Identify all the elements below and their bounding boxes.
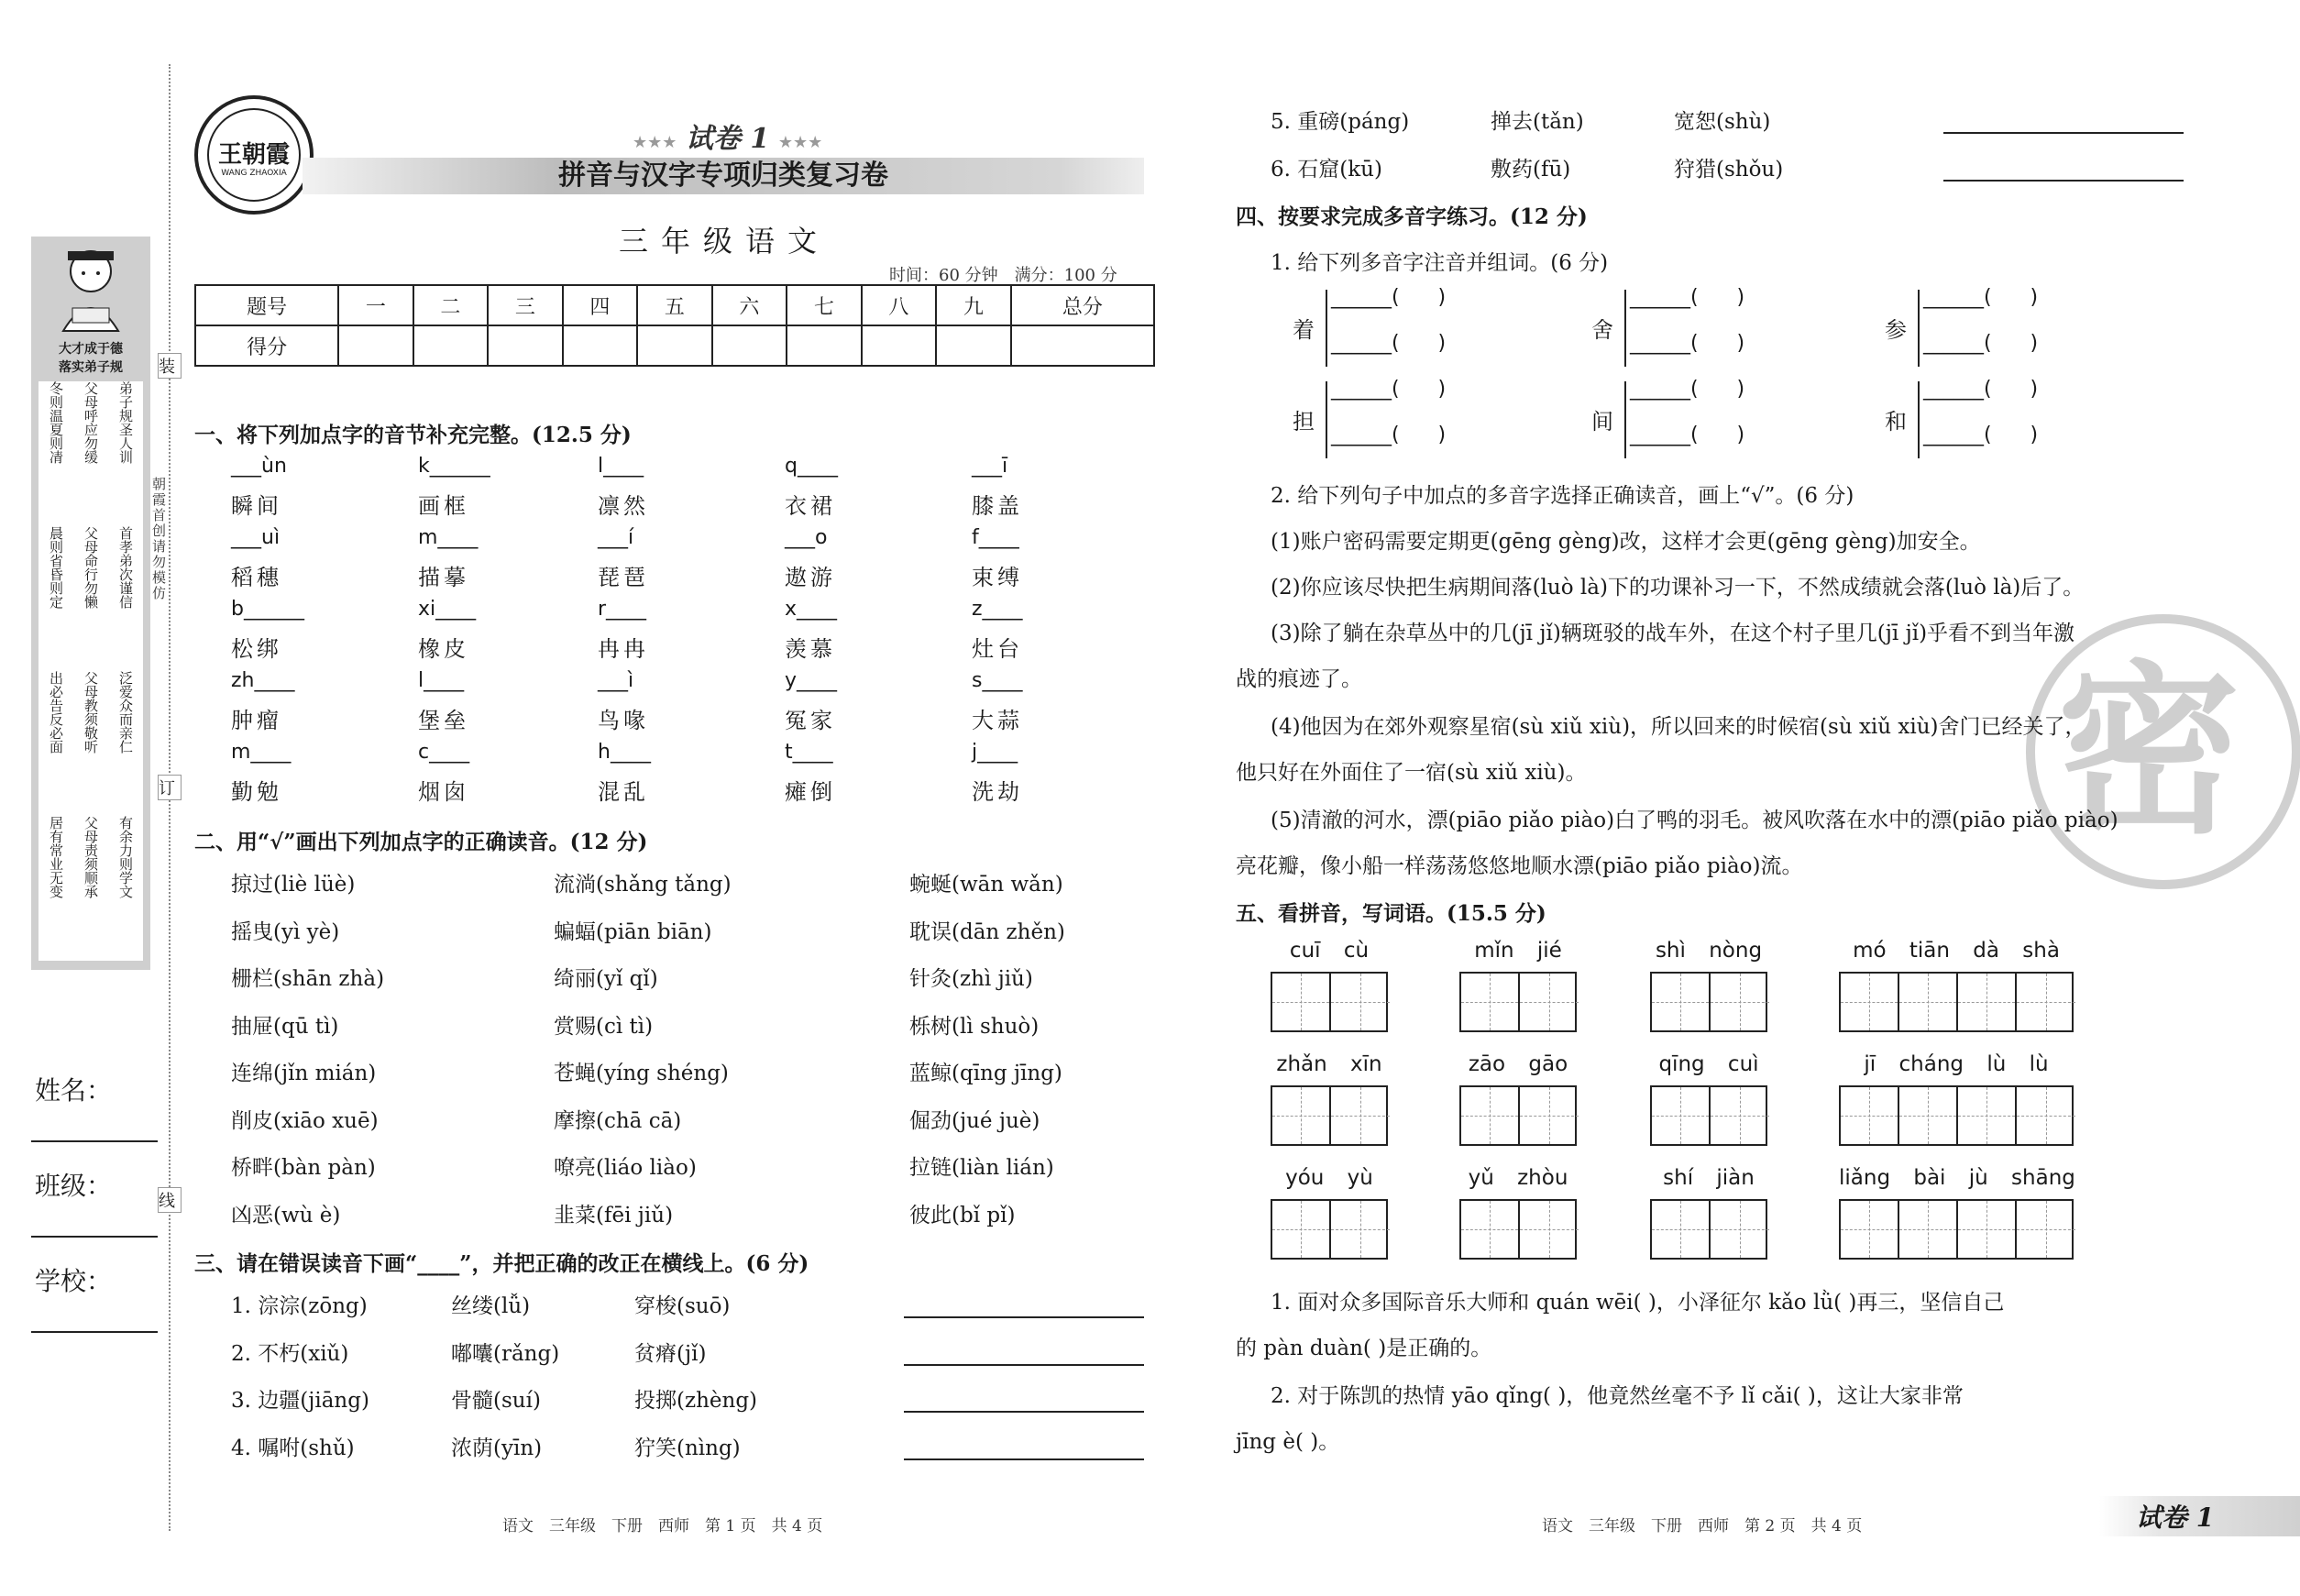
score-cell[interactable] <box>637 325 712 366</box>
syllable-blank[interactable]: h____ <box>598 741 651 764</box>
scholar-icon <box>50 244 132 336</box>
score-label: 得分 <box>195 325 338 366</box>
word: 橡皮 <box>418 636 469 662</box>
section-4-q1: 1. 给下列多音字注音并组词。(6 分) <box>1271 251 1609 275</box>
syllable-blank[interactable]: l____ <box>418 669 465 692</box>
sentence-4b: 他只好在外面住了一宿(sù xiǔ xiù)。 <box>1236 761 1587 785</box>
school-label: 学校： <box>35 1266 113 1296</box>
footer-right: 语文 三年级 下册 西师 第 2 页 共 4 页 <box>1542 1517 1863 1535</box>
word: 羡慕 <box>785 636 836 662</box>
pinyin-label: shí jiàn <box>1663 1166 1755 1190</box>
guide-v <box>1928 974 1929 1030</box>
school-field[interactable] <box>31 1331 158 1333</box>
writing-grid[interactable] <box>1271 1085 1388 1146</box>
grid-cell[interactable] <box>1520 1201 1579 1258</box>
score-head: 九 <box>936 285 1011 325</box>
grid-cell[interactable] <box>1899 1201 1958 1258</box>
choice-item[interactable]: 韭菜(fēi jiǔ) <box>554 1203 674 1227</box>
syllable-blank[interactable]: xi____ <box>418 598 477 621</box>
grid-cell[interactable] <box>1331 974 1390 1030</box>
pinyin-label: shì nòng <box>1655 939 1763 963</box>
check-item[interactable]: 浓荫(yīn) <box>451 1436 543 1460</box>
verse-col: 父母呼应勿缓 <box>83 381 99 464</box>
syllable-blank[interactable]: k______ <box>418 455 490 478</box>
grid-cell[interactable] <box>1958 1087 2017 1144</box>
guide-v <box>1869 974 1870 1030</box>
word: 膝盖 <box>972 493 1023 519</box>
guide-v <box>1360 1201 1361 1258</box>
verse-col: 弟子规圣人训 <box>117 381 134 464</box>
guide-v <box>1740 1201 1741 1258</box>
score-cell[interactable] <box>787 325 862 366</box>
section-1-title: 一、将下列加点字的音节补充完整。(12.5 分) <box>194 423 632 447</box>
syllable-blank[interactable]: ___ī <box>972 455 1008 478</box>
check-item[interactable]: 宽恕(shù) <box>1674 110 1771 134</box>
brace-line <box>1918 290 1920 367</box>
sentence-5b: 亮花瓣，像小船一样荡荡悠悠地顺水漂(piāo piǎo piào)流。 <box>1236 854 1803 878</box>
polyphone-char: 参 <box>1885 317 1907 343</box>
word: 冤家 <box>785 708 836 733</box>
word: 勤勉 <box>231 779 282 805</box>
syllable-blank[interactable]: ___ì <box>598 669 634 692</box>
polyphone-char: 间 <box>1591 409 1613 435</box>
answer-blank-top[interactable]: ______( ) <box>1331 286 1447 309</box>
syllable-blank[interactable]: c____ <box>418 741 470 764</box>
guide-v <box>1360 1087 1361 1144</box>
syllable-blank[interactable]: f____ <box>972 526 1019 549</box>
check-item[interactable]: 丝缕(lǚ) <box>451 1294 531 1318</box>
word: 衣裙 <box>785 493 836 519</box>
word: 稻穗 <box>231 565 282 590</box>
word: 束缚 <box>972 565 1023 590</box>
writing-grid[interactable] <box>1650 972 1767 1032</box>
word: 冉冉 <box>598 636 649 662</box>
pinyin-label: liǎng bài jù shāng <box>1839 1166 2075 1190</box>
syllable-blank[interactable]: z____ <box>972 598 1023 621</box>
brace-line <box>1326 290 1327 367</box>
choice-item[interactable]: 摇曳(yì yè) <box>231 919 340 944</box>
seal-char: 密 <box>2057 644 2241 859</box>
word: 瞬间 <box>231 493 282 519</box>
section-5-title: 五、看拼音，写词语。(15.5 分) <box>1236 901 1546 926</box>
footer-left: 语文 三年级 下册 西师 第 1 页 共 4 页 <box>502 1517 823 1535</box>
guide-v <box>1869 1201 1870 1258</box>
verse-col: 冬则温夏则凊 <box>48 381 64 464</box>
guide-v <box>1986 1201 1987 1258</box>
choice-item[interactable]: 蜿蜒(wān wǎn) <box>909 873 1063 897</box>
choice-item[interactable]: 蝙蝠(piān biān) <box>554 919 712 944</box>
seal-char-2: 订 <box>158 775 182 800</box>
verse-col: 父母命行勿懒 <box>83 526 99 609</box>
guide-v <box>1301 974 1302 1030</box>
logo-text: 王朝霞 <box>217 141 290 169</box>
check-item[interactable]: 2. 不朽(xiǔ) <box>231 1341 349 1366</box>
check-item[interactable]: 4. 嘱咐(shǔ) <box>231 1436 355 1460</box>
verse-col: 泛爱众而亲仁 <box>117 671 134 754</box>
logo-sub: WANG ZHAOXIA <box>221 169 287 178</box>
choice-item[interactable]: 彼此(bǐ pǐ) <box>909 1203 1016 1227</box>
grid-cell[interactable] <box>1841 974 1899 1030</box>
writing-grid[interactable] <box>1839 1199 2074 1260</box>
syllable-blank[interactable]: ___uì <box>231 526 281 549</box>
name-label: 姓名： <box>35 1075 113 1106</box>
score-head: 一 <box>338 285 413 325</box>
para-1b: 的 pàn duàn( )是正确的。 <box>1236 1337 1492 1360</box>
para-1a: 1. 面对众多国际音乐大师和 quán wēi( )，小泽征尔 kǎo lǜ( )再三，坚信自己 <box>1271 1291 2005 1315</box>
check-item[interactable]: 1. 淙淙(zōng) <box>231 1294 368 1318</box>
sentence-4a: (4)他因为在郊外观察星宿(sù xiǔ xiù)，所以回来的时候宿(sù xiǔ xiù)舍门已经关了， <box>1271 715 2086 739</box>
syllable-blank[interactable]: ___ùn <box>231 455 287 478</box>
pinyin-label: mǐn jié <box>1474 939 1562 963</box>
syllable-blank[interactable]: t____ <box>785 741 833 764</box>
guide-v <box>1680 1201 1681 1258</box>
score-table <box>194 284 1155 367</box>
pinyin-label: zāo gāo <box>1468 1052 1568 1076</box>
word: 灶台 <box>972 636 1023 662</box>
check-item[interactable]: 骨髓(suí) <box>451 1389 541 1413</box>
polyphone-char: 着 <box>1293 317 1315 343</box>
answer-line[interactable] <box>904 1364 1144 1366</box>
word: 琵琶 <box>598 565 649 590</box>
motto-1: 大才成于德 <box>59 342 123 357</box>
verse-col: 首孝弟次谨信 <box>117 526 134 609</box>
para-2b: jīng è( )。 <box>1236 1430 1340 1454</box>
sentence-5a: (5)清澈的河水，漂(piāo piǎo piào)白了鸭的羽毛。被风吹落在水中的漂(piāo piǎo piào) <box>1271 809 2118 832</box>
verse-col: 父母教须敬听 <box>83 671 99 754</box>
check-item[interactable]: 贫瘠(jǐ) <box>634 1341 707 1366</box>
choice-item[interactable]: 抽屉(qū tì) <box>231 1014 339 1039</box>
check-item[interactable]: 投掷(zhèng) <box>634 1389 758 1413</box>
pinyin-label: yóu yù <box>1285 1166 1373 1190</box>
class-label: 班级： <box>35 1171 113 1201</box>
syllable-blank[interactable]: x____ <box>785 598 838 621</box>
brace-line <box>1624 290 1626 367</box>
grid-cell[interactable] <box>1899 1087 1958 1144</box>
writing-grid[interactable] <box>1271 972 1388 1032</box>
polyphone-char: 和 <box>1885 409 1907 435</box>
guide-v <box>1490 974 1491 1030</box>
choice-item[interactable]: 耽误(dān zhěn) <box>909 919 1065 944</box>
choice-item[interactable]: 掠过(liè lüè) <box>231 873 356 897</box>
syllable-blank[interactable]: s____ <box>972 669 1023 692</box>
writing-grid[interactable] <box>1459 1199 1577 1260</box>
syllable-blank[interactable]: l____ <box>598 455 644 478</box>
grid-cell[interactable] <box>1461 974 1520 1030</box>
footer-tag: 试卷 1 <box>2136 1502 2215 1533</box>
score-cell[interactable] <box>712 325 787 366</box>
word: 瘫倒 <box>785 779 836 805</box>
answer-blank-bottom[interactable]: ______( ) <box>1923 424 2039 446</box>
score-head: 二 <box>413 285 489 325</box>
guide-v <box>2046 1201 2047 1258</box>
answer-line[interactable] <box>904 1316 1144 1318</box>
grid-cell[interactable] <box>1958 1201 2017 1258</box>
grid-cell[interactable] <box>2017 1201 2075 1258</box>
writing-grid[interactable] <box>1839 1085 2074 1146</box>
pinyin-label: zhǎn xīn <box>1276 1052 1382 1076</box>
sentence-1: (1)账户密码需要定期更(gēng gèng)改，这样才会更(gēng gèng)加安全。 <box>1271 530 1981 554</box>
grid-cell[interactable] <box>1652 974 1711 1030</box>
grid-cell[interactable] <box>2017 1087 2075 1144</box>
verse-col: 有余力则学文 <box>117 816 134 898</box>
answer-line[interactable] <box>1943 180 2184 182</box>
choice-item[interactable]: 拉链(liàn lián) <box>909 1156 1054 1180</box>
guide-v <box>1680 1087 1681 1144</box>
check-item[interactable]: 嘟囔(rǎng) <box>451 1341 560 1366</box>
seal-char-3: 线 <box>158 1187 182 1213</box>
syllable-blank[interactable]: m____ <box>231 741 292 764</box>
guide-v <box>1490 1201 1491 1258</box>
choice-item[interactable]: 摩擦(chā cā) <box>554 1108 682 1133</box>
guide-v <box>1301 1087 1302 1144</box>
word: 洗劫 <box>972 779 1023 805</box>
guide-v <box>1740 974 1741 1030</box>
time-text: 时间：60 分钟 <box>889 266 998 285</box>
subject-title: 三年级语文 <box>618 224 830 259</box>
grid-cell[interactable] <box>1331 1087 1390 1144</box>
answer-blank-bottom[interactable]: ______( ) <box>1923 332 2039 355</box>
syllable-blank[interactable]: y____ <box>785 669 838 692</box>
check-item[interactable]: 穿梭(suō) <box>634 1294 731 1318</box>
brace-line <box>1918 381 1920 458</box>
answer-line[interactable] <box>904 1411 1144 1413</box>
syllable-blank[interactable]: m____ <box>418 526 479 549</box>
sidebar-panel <box>31 237 150 970</box>
choice-item[interactable]: 嘹亮(liáo liào) <box>554 1156 697 1180</box>
guide-v <box>1740 1087 1741 1144</box>
pinyin-boxes <box>1271 939 2096 1269</box>
verse-grid <box>39 381 143 961</box>
syllable-blank[interactable]: q____ <box>785 455 838 478</box>
writing-grid[interactable] <box>1459 1085 1577 1146</box>
class-field[interactable] <box>31 1236 158 1238</box>
seal-watermark <box>2026 614 2300 889</box>
verse-panel <box>39 381 143 961</box>
grid-cell[interactable] <box>1652 1087 1711 1144</box>
word: 描摹 <box>418 565 469 590</box>
grid-cell[interactable] <box>1958 974 2017 1030</box>
word: 画框 <box>418 493 469 519</box>
word: 肿瘤 <box>231 708 282 733</box>
choice-item[interactable]: 赏赐(cì tì) <box>554 1014 654 1039</box>
score-head: 七 <box>787 285 862 325</box>
score-cell[interactable] <box>1011 325 1154 366</box>
choice-item[interactable]: 凶恶(wù è) <box>231 1203 341 1227</box>
guide-v <box>2046 1087 2047 1144</box>
choice-item[interactable]: 蓝鲸(qīng jīng) <box>909 1062 1062 1085</box>
guide-v <box>1549 974 1550 1030</box>
check-item[interactable]: 6. 石窟(kū) <box>1271 157 1382 182</box>
syllable-blank[interactable]: r____ <box>598 598 647 621</box>
pinyin-label: yǔ zhòu <box>1468 1166 1568 1190</box>
verse-col: 父母责须顺承 <box>83 816 99 898</box>
section-2-title: 二、用“√”画出下列加点字的正确读音。(12 分) <box>194 830 648 854</box>
check-item[interactable]: 掸去(tǎn) <box>1491 110 1584 134</box>
motto-2: 落实弟子规 <box>59 360 123 375</box>
header-line <box>633 116 822 156</box>
answer-blank-bottom[interactable]: ______( ) <box>1630 424 1745 446</box>
grid-cell[interactable] <box>1652 1201 1711 1258</box>
sentence-3a: (3)除了躺在杂草丛中的几(jī jǐ)辆斑驳的战车外，在这个村子里几(jī jǐ)乎看不到当年激 <box>1271 622 2075 645</box>
time-limit <box>889 262 1117 286</box>
guide-v <box>1680 974 1681 1030</box>
section-4-title: 四、按要求完成多音字练习。(12 分) <box>1236 204 1588 229</box>
grid-cell[interactable] <box>1899 974 1958 1030</box>
pinyin-label: cuī cù <box>1289 939 1370 963</box>
syllable-blank[interactable]: b______ <box>231 598 304 621</box>
brace-line <box>1326 381 1327 458</box>
word: 混乱 <box>598 779 649 805</box>
choice-item[interactable]: 苍蝇(yíng shéng) <box>554 1062 729 1085</box>
choice-item[interactable]: 针灸(zhì jiǔ) <box>909 967 1033 991</box>
pinyin-label: qīng cuì <box>1658 1052 1759 1076</box>
sentence-2: (2)你应该尽快把生病期间落(luò là)下的功课补习一下，不然成绩就会落(luò là)后了。 <box>1271 576 2085 600</box>
full-score: 满分：100 分 <box>1014 266 1117 285</box>
syllable-blank[interactable]: ___í <box>598 526 634 549</box>
pinyin-label: mó tiān dà shà <box>1853 939 2060 963</box>
word: 大蒜 <box>972 708 1023 733</box>
grid-cell[interactable] <box>2017 974 2075 1030</box>
score-head: 六 <box>712 285 787 325</box>
guide-v <box>1986 1087 1987 1144</box>
choice-item[interactable]: 削皮(xiāo xuē) <box>231 1108 379 1133</box>
answer-blank-top[interactable]: ______( ) <box>1923 286 2039 309</box>
polyphone-grid <box>1293 286 2118 482</box>
stars-left: ★★★ <box>633 133 677 152</box>
word: 松绑 <box>231 636 282 662</box>
answer-blank-top[interactable]: ______( ) <box>1630 378 1745 401</box>
score-cell[interactable] <box>488 325 563 366</box>
answer-line[interactable] <box>904 1458 1144 1460</box>
guide-v <box>1869 1087 1870 1144</box>
word: 烟囱 <box>418 779 469 805</box>
answer-blank-bottom[interactable]: ______( ) <box>1630 332 1745 355</box>
grid-cell[interactable] <box>1272 1087 1331 1144</box>
score-cell[interactable] <box>413 325 489 366</box>
check-item[interactable]: 狩猎(shǒu) <box>1674 157 1784 182</box>
guide-v <box>1549 1087 1550 1144</box>
answer-blank-top[interactable]: ______( ) <box>1923 378 2039 401</box>
writing-grid[interactable] <box>1839 972 2074 1032</box>
choice-item[interactable]: 栎树(lì shuò) <box>909 1014 1040 1039</box>
section-4-q2: 2. 给下列句子中加点的多音字选择正确读音，画上“√”。(6 分) <box>1271 484 1854 508</box>
score-cell[interactable] <box>862 325 937 366</box>
pinyin-label: jī cháng lù lù <box>1864 1052 2049 1076</box>
choice-item[interactable]: 倔劲(jué juè) <box>909 1108 1040 1133</box>
brand-logo <box>194 95 314 215</box>
check-item[interactable]: 敷药(fū) <box>1491 157 1571 182</box>
writing-grid[interactable] <box>1650 1199 1767 1260</box>
score-head: 五 <box>637 285 712 325</box>
writing-grid[interactable] <box>1650 1085 1767 1146</box>
score-cell[interactable] <box>936 325 1011 366</box>
grid-cell[interactable] <box>1520 974 1579 1030</box>
guide-v <box>1360 974 1361 1030</box>
word: 堡垒 <box>418 708 469 733</box>
answer-blank-top[interactable]: ______( ) <box>1630 286 1745 309</box>
brace-line <box>1624 381 1626 458</box>
score-head: 三 <box>488 285 563 325</box>
word: 遨游 <box>785 565 836 590</box>
paper-number: 试卷 1 <box>685 123 770 155</box>
sentence-3b: 战的痕迹了。 <box>1236 667 1362 691</box>
check-item[interactable]: 3. 边疆(jiāng) <box>231 1389 369 1413</box>
score-head: 四 <box>563 285 638 325</box>
answer-line[interactable] <box>1943 132 2184 134</box>
writing-grid[interactable] <box>1459 972 1577 1032</box>
score-head: 八 <box>862 285 937 325</box>
name-field[interactable] <box>31 1140 158 1142</box>
guide-v <box>1986 974 1987 1030</box>
answer-blank-bottom[interactable]: ______( ) <box>1331 332 1447 355</box>
verse-col: 晨则省昏则定 <box>48 526 64 609</box>
answer-blank-top[interactable]: ______( ) <box>1331 378 1447 401</box>
grid-cell[interactable] <box>1711 974 1769 1030</box>
seal-char-1: 装 <box>158 353 182 379</box>
score-head: 总分 <box>1011 285 1154 325</box>
check-item[interactable]: 5. 重磅(páng) <box>1271 110 1410 134</box>
check-item[interactable]: 狞笑(nìng) <box>634 1436 741 1460</box>
grid-cell[interactable] <box>1272 1201 1331 1258</box>
grid-cell[interactable] <box>1520 1087 1579 1144</box>
guide-v <box>1928 1201 1929 1258</box>
score-cell[interactable] <box>563 325 638 366</box>
grid-cell[interactable] <box>1272 974 1331 1030</box>
score-head: 题号 <box>195 285 338 325</box>
grid-cell[interactable] <box>1711 1087 1769 1144</box>
grid-cell[interactable] <box>1331 1201 1390 1258</box>
verse-col: 出必告反必面 <box>48 671 64 754</box>
guide-v <box>1490 1087 1491 1144</box>
writing-grid[interactable] <box>1271 1199 1388 1260</box>
banner-title: 拼音与汉字专项归类复习卷 <box>558 160 888 192</box>
grid-cell[interactable] <box>1841 1201 1899 1258</box>
grid-cell[interactable] <box>1461 1201 1520 1258</box>
polyphone-char: 舍 <box>1591 317 1613 343</box>
score-cell[interactable] <box>338 325 413 366</box>
syllable-blank[interactable]: j____ <box>972 741 1018 764</box>
syllable-blank[interactable]: zh____ <box>231 669 295 692</box>
guide-v <box>1928 1087 1929 1144</box>
guide-v <box>2046 974 2047 1030</box>
section-3-title: 三、请在错误读音下画“____”，并把正确的改正在横线上。(6 分) <box>194 1251 809 1276</box>
stars-right: ★★★ <box>777 133 823 152</box>
syllable-blank[interactable]: ___o <box>785 526 828 549</box>
polyphone-char: 担 <box>1293 409 1315 435</box>
verse-col: 居有常业无变 <box>48 816 64 898</box>
grid-cell[interactable] <box>1841 1087 1899 1144</box>
choice-item[interactable]: 流淌(shǎng tǎng) <box>554 873 732 897</box>
answer-blank-bottom[interactable]: ______( ) <box>1331 424 1447 446</box>
guide-v <box>1549 1201 1550 1258</box>
choice-item[interactable]: 桥畔(bàn pàn) <box>231 1156 376 1180</box>
grid-cell[interactable] <box>1711 1201 1769 1258</box>
choice-item[interactable]: 连绵(jǐn mián) <box>231 1062 377 1085</box>
guide-v <box>1301 1201 1302 1258</box>
choice-item[interactable]: 绮丽(yǐ qǐ) <box>554 967 658 991</box>
grid-cell[interactable] <box>1461 1087 1520 1144</box>
side-note: 朝霞首创请勿模仿 <box>150 477 167 601</box>
word: 凛然 <box>598 493 649 519</box>
choice-item[interactable]: 栅栏(shān zhà) <box>231 967 385 991</box>
para-2a: 2. 对于陈凯的热情 yāo qǐng( )，他竟然丝毫不予 lǐ cǎi( )，这让大家非常 <box>1271 1384 1964 1408</box>
word: 鸟喙 <box>598 708 649 733</box>
